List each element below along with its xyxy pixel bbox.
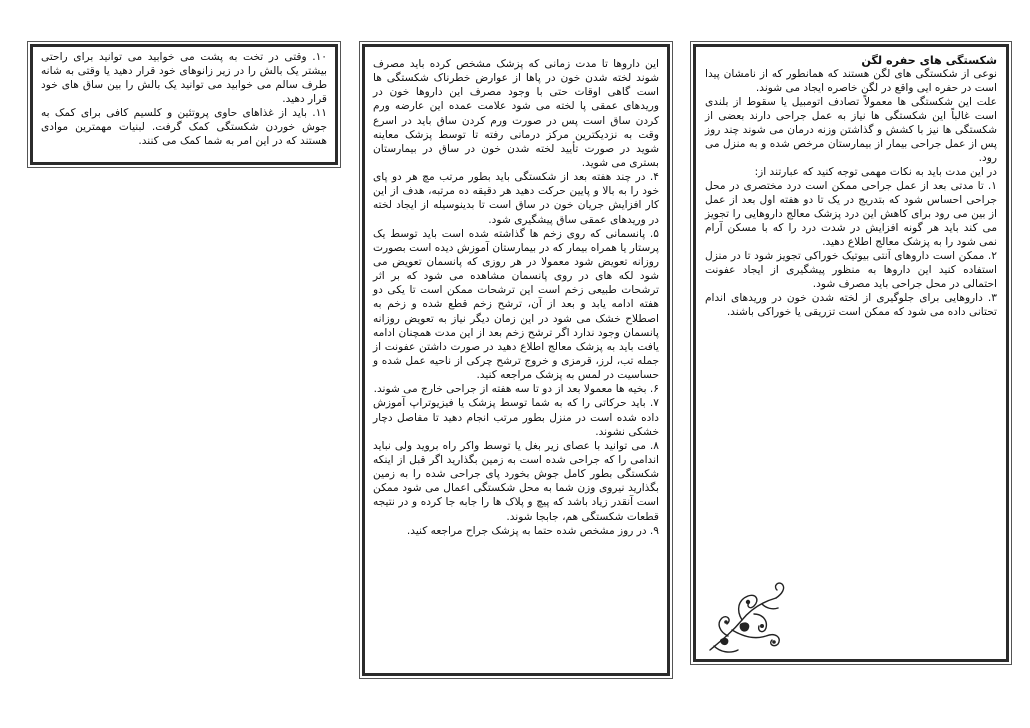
paragraph-item-9: ۹. در روز مشخص شده حتما به پزشک جراح مراجعه کنید. <box>406 524 659 537</box>
column-middle-panel <box>362 44 670 676</box>
paragraph-item-1: ۱. تا مدتی بعد از عمل جراحی ممکن است درد مختصری در محل جراحی احساس شود که بتدریج در یک تا دو هفته اول بعد از عمل از بین می رود برای کاهش این درد پزشک معالج داروهایی را تجویز می کند باید هر گونه افزایش در شدت درد را که با مسکن آرام نمی شود را به پزشک معالج اطلاع دهید. <box>705 179 997 248</box>
floral-ornament-icon <box>702 580 792 658</box>
column-right-panel <box>693 44 1009 662</box>
paragraph-item-8: ۸. می توانید با عصای زیر بغل یا توسط واکر راه بروید ولی نباید اندامی را که جراحی شده است به زمین بگذارید اگر قبل از اینکه شکستگی بطور کامل جوش بخورد پای جراحی شده را به زمین بگذارید نیروی وزن شما به محل شکستگی اعمال می شود ممکن است آنقدر زیاد باشد که پیچ و پلاک ها را جابه جا کرده و در نتیجه قطعات شکستگی هم، جابجا شوند. <box>373 439 659 523</box>
paragraph-cause: علت این شکستگی ها معمولاً تصادف اتومبیل یا سقوط از بلندی است غالباً این شکستگی ها نیاز به عمل جراحی دارند بعضی از شکستگی ها نیز با کشش و گذاشتن وزنه درمان می شوند چند روز پس از عمل جراحی بیمار از بیمارستان مرخص شده و به منزل می رود. <box>705 96 997 164</box>
paragraph-item-6: ۶. بخیه ها معمولا بعد از دو تا سه هفته از جراحی خارج می شوند. <box>373 383 659 396</box>
section-title: شکستگی های حفره لگن <box>861 54 997 67</box>
paragraph-medication-continued: این داروها تا مدت زمانی که پزشک مشخص کرده باید مصرف شوند لخته شدن خون در پاها از عوارض خطرناک شکستگی ها است گاهی اوقات حتی با وجود مصرف این داروها خون در وریدهای عمقی پا لخته می شود علامت عمده این عارضه ورم کردن ساق است پس در صورت ورم کردن ساق باید در اسرع وقت به نزدیکترین مرکز درمانی رفته تا توسط پزشک معاینه شوید در صورت تأیید لخته شدن خون در ساق در بیمارستان بستری می شوید. <box>373 58 659 169</box>
paragraph-item-2: ۲. ممکن است داروهای آنتی بیوتیک خوراکی تجویز شود تا در منزل استفاده کنید این داروها به منظور پیشگیری از ایجاد عفونت احتمالی در محل جراحی باید مصرف شود. <box>705 249 997 290</box>
column-left-panel <box>30 44 338 165</box>
paragraph-item-10: ۱۰. وقتی در تخت به پشت می خوابید می توانید برای راحتی بیشتر یک بالش را در زیر زانوهای خود قرار دهید یا وقتی به شانه طرف سالم می خوابید می توانید یک بالش را بین ساق های خود قرار دهید. <box>41 51 327 105</box>
paragraph-intro: در این مدت باید به نکات مهمی توجه کنید که عبارتند از: <box>754 165 997 178</box>
paragraph-item-3: ۳. داروهایی برای جلوگیری از لخته شدن خون در وریدهای اندام تحتانی داده می شود که ممکن است تزریقی یا خوراکی باشند. <box>705 291 997 318</box>
paragraph-item-11: ۱۱. باید از غذاهای حاوی پروتئین و کلسیم کافی برای کمک به جوش خوردن شکستگی کمک گرفت. لبنیات مهمترین موادی هستند که در این امر به شما کمک می کنند. <box>41 106 327 147</box>
paragraph-item-5: ۵. پانسمانی که روی زخم ها گذاشته شده است باید توسط یک پرستار یا همراه بیمار که در بیمارستان آموزش دیده است بصورت روزانه تعویض شود معمولا در هر روزی که پانسمان تعویض می شود لکه های در روی پانسمان مشاهده می شود که بر اثر ترشحات طبیعی زخم است این ترشحات ممکن است تا یکی دو هفته ادامه یابد و بعد از آن، ترشح زخم قطع شده و زخم به اصطلاح خشک می شود در این زمان دیگر نیاز به تعویض روزانه پانسمان وجود ندارد اگر ترشح زخم بعد از این مدت همچنان ادامه یافت باید به پزشک معالج اطلاع دهید در صورت داشتن عفونت از جمله تب، لرز، قرمزی و خروج ترشح چرکی از ناحیه عمل شده و حساسیت در لمس به پزشک مراجعه کنید. <box>373 227 659 382</box>
paragraph-definition: نوعی از شکستگی های لگن هستند که همانطور که از نامشان پیدا است در حفره ایی واقع در لگن خاصره ایجاد می شوند. <box>705 68 997 95</box>
paragraph-item-7: ۷. باید حرکاتی را که به شما توسط پزشک یا فیزیوتراپ آموزش داده شده است در منزل بطور مرتب انجام دهید تا مفاصل دچار خشکی نشوند. <box>373 397 659 438</box>
paragraph-item-4: ۴. در چند هفته بعد از شکستگی باید بطور مرتب مچ هر دو پای خود را به بالا و پایین حرکت دهید هر دقیقه ده مرتبه، هدف از این کار افزایش جریان خون در ساق است تا بدینوسیله از ایجاد لخته در وریدهای عمقی ساق پیشگیری شود. <box>373 171 659 226</box>
